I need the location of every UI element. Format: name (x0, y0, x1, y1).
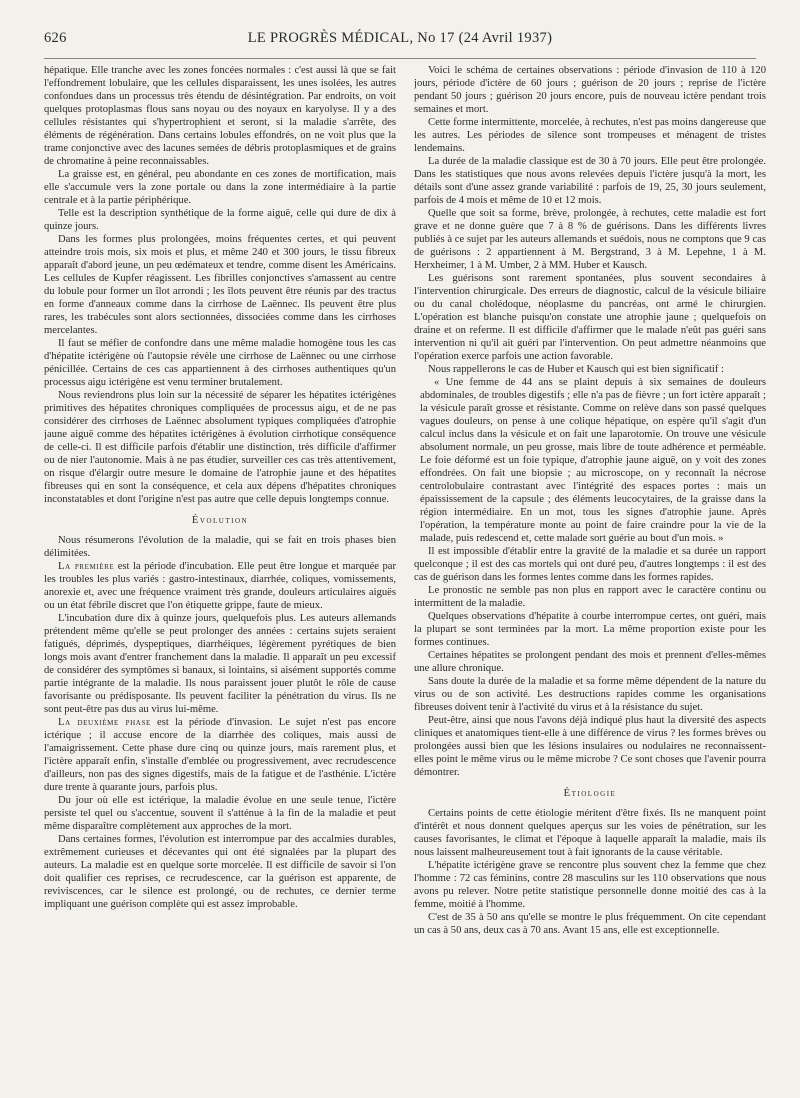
paragraph (44, 716, 396, 794)
paragraph: Il est impossible d'établir entre la gravité de la maladie et sa durée un rapport quelconque ; il est des cas mortels qui ont duré peu, d'autres longtemps : il est des cas de guérison dans les formes lentes comme dans les formes rapides. (414, 546, 766, 583)
paragraph (44, 560, 396, 612)
paragraph: Du jour où elle est ictérique, la maladie évolue en une seule tenue, l'ictère persiste tel quel ou s'accentue, souvent il s'atténue à la fin de la maladie et peut même disparaître complètement aux approches de la mort. (44, 795, 396, 832)
paragraph: Certains points de cette étiologie méritent d'être fixés. Ils ne manquent point d'intérêt et nous donnent quelques aperçus sur les voies de pénétration, sur les causes favorisantes, le climat et l'époque à laquelle apparaît la maladie, mais ils nous laissent malheureusement tout à fait ignorants de la cause véritable. (414, 808, 766, 858)
paragraph: Quelle que soit sa forme, brève, prolongée, à rechutes, cette maladie est fort grave et ne donne guère que 7 à 8 % de guérisons. Dans les différents livres publiés à ce sujet par les auteurs allemands et suédois, nous ne comptons que 9 cas de guérisons : 2 appartiennent à M. Bergstrand, 3 à M. Lepehne, 1 à M. Herxheimer, 1 à M. Umber, 2 à MM. Huber et Kausch. (414, 208, 766, 271)
paragraph: hépatique. Elle tranche avec les zones foncées normales : c'est aussi là que se fait l'effondrement lobulaire, que les cellules disparaissent, les unes isolées, les autres confondues dans un processus très étendu de désintégration. Par endroits, on voit quelques protoplasmas flous sans noyau ou des noyaux en karyolyse. Il y a des cellules résistantes qui s'hypertrophient et seront, si la maladie s'arrête, des éléments de régénération. Dans certains lobules effondrés, on ne voit plus que la trame conjonctive avec des lacunes semées de débris protoplasmiques et de grains de chromatine à peine reconnaissables. (44, 65, 396, 167)
right-column (414, 64, 766, 1084)
paragraph: C'est de 35 à 50 ans qu'elle se montre le plus fréquemment. On cite cependant un cas à 50 ans, deux cas à 70 ans. Avant 15 ans, elle est exceptionnelle. (414, 912, 766, 936)
phase-label: La première (58, 561, 115, 572)
paragraph-text: est la période d'incubation. Elle peut être longue et marquée par les troubles les plus variés : gastro-intestinaux, diarrhée, coliques, vomissements, anorexie et, avec une fréquence vraiment très grande, douleurs articulaires aiguës ou un état fébrile discret que l'on étiquette grippe, faute de mieux. (44, 561, 396, 611)
paragraph: Nous reviendrons plus loin sur la nécessité de séparer les hépatites ictérigènes primitives des hépatites chroniques compliquées de processus aigu, et de ne pas considérer des cirrhoses de Laënnec absolument typiques compliquées d'atrophie jaune aiguë comme des hépatites ictérigènes à évolution cirrhotique conséquence de celle-ci. Il est difficile parfois d'établir une distinction, très difficile d'affirmer ou de nier l'autonomie. Mais à ne pas étudier, surveiller ces cas très attentivement, on risque d'élargir outre mesure le domaine de l'atrophie jaune et des hépatites fibreuses qui en sont la conséquence, et cela aux dépens d'hépatites chroniques inconstatables et dont l'origine n'est pas autre que celle depuis longtemps connue. (44, 390, 396, 505)
paragraph: Nous résumerons l'évolution de la maladie, qui se fait en trois phases bien délimitées. (44, 535, 396, 559)
paragraph: Voici le schéma de certaines observations : période d'invasion de 110 à 120 jours, période d'ictère de 60 jours ; guérison de 20 jours ; reprise de l'ictère pendant 50 jours ; guérison 20 jours encore, puis de nouveau ictère pendant trois semaines et mort. (414, 65, 766, 115)
quoted-case: « Une femme de 44 ans se plaint depuis à six semaines de douleurs abdominales, de troubles digestifs ; elle n'a pas de fièvre ; un fort ictère apparaît ; la vésicule paraît grosse et résistante. Comme on relève dans son passé quelques vagues douleurs, on pense à une colique hépatique, on espère qu'il s'agit d'un calcul inclus dans la vésicule et on fait une laparotomie. On trouve une vésicule absolument normale, un peu grosse, mais libre de toute adhérence et perméable. Le foie déformé est un foie typique, d'atrophie jaune aiguë, on y voit des zones effondrées. On fait une biopsie ; au microscope, on y reconnaît la nécrose centrolobulaire contrastant avec l'intégrité des espaces portes : mais un épaississement de la capsule ; des éléments leucocytaires, de la graisse dans la région intermédiaire. En un mot, tous les signes d'atrophie jaune. Après l'opération, la température monte au point de faire craindre pour la vie de la malade, puis redescend et, cette malade sort guérie au bout d'un mois. » (420, 377, 766, 544)
header-rule (44, 58, 756, 59)
paragraph: Nous rappellerons le cas de Huber et Kausch qui est bien significatif : (428, 364, 724, 375)
running-title: LE PROGRÈS MÉDICAL, No 17 (24 Avril 1937) (247, 30, 553, 46)
paragraph: Il faut se méfier de confondre dans une même maladie homogène tous les cas d'hépatite ictérigène où l'autopsie révèle une cirrhose de Laënnec ou une cirrhose pénicillée. Certains de ces cas appartiennent à des cirrhoses authentiques qu'un processus aigu ictérigène est venu terminer brutalement. (44, 338, 396, 388)
phase-label: La deuxième phase (58, 717, 151, 728)
paragraph: La durée de la maladie classique est de 30 à 70 jours. Elle peut être prolongée. Dans les statistiques que nous avons relevées depuis l'ictère jusqu'à la mort, les détails sont d'une assez grande variabilité : parfois de 19, 25, 30 jours seulement, parfois de 4 mois et même de 10 et 12 mois. (414, 156, 766, 206)
paragraph-text: est la période d'invasion. Le sujet n'est pas encore ictérique ; il accuse encore de la diarrhée des coliques, mais aussi de l'amaigrissement. Cette phase dure cinq ou quinze jours, mais rarement plus, et l'ictère apparaît enfin, s'installe d'emblée ou progressivement, avec recrudescence d'ailleurs, non pas des signes digestifs, mais de la fatigue et de l'asthénie. L'ictère dure trente à quarante jours, parfois plus. (44, 717, 396, 793)
page-number: 626 (44, 30, 67, 46)
section-title-etiologie: Étiologie (563, 788, 617, 799)
paragraph: Les guérisons sont rarement spontanées, plus souvent secondaires à l'intervention chirurgicale. Des erreurs de diagnostic, calcul de la vésicule biliaire ou du canal cholédoque, néoplasme du pancréas, ont armé le chirurgien. L'opération est blanche puisqu'on constate une atrophie jaune ; quelquefois on draine et on referme. Il est difficile d'affirmer que le malade n'eût pas guéri sans intervention ni qu'il ait guéri par l'intervention. On peut admettre néanmoins que l'opération exerce parfois une action favorable. (414, 273, 766, 362)
left-column (44, 64, 396, 1084)
paragraph: Peut-être, ainsi que nous l'avons déjà indiqué plus haut la diversité des aspects cliniques et anatomiques tient-elle à une différence de virus ? les formes brèves ou prolongées aussi bien que les lésions insulaires ou nodulaires ne reconnaissent-elles point le même virus ou le même microbe ? Ce sont choses que l'avenir pourra démontrer. (414, 715, 766, 778)
section-title-evolution: Évolution (191, 515, 249, 526)
paragraph: Sans doute la durée de la maladie et sa forme même dépendent de la nature du virus ou de son activité. Les destructions rapides comme les organisations fibreuses doivent tenir à l'activité du virus et à la résistance du sujet. (414, 676, 766, 713)
paragraph: Le pronostic ne semble pas non plus en rapport avec le caractère continu ou intermittent de la maladie. (414, 585, 766, 609)
paragraph: L'incubation dure dix à quinze jours, quelquefois plus. Les auteurs allemands prétendent même qu'elle se peut prolonger des années : certains sujets seraient fatigués, déprimés, dyspeptiques, diarrhéiques, légèrement pyrétiques de bien longs mois avant d'entrer franchement dans la maladie. Il apparaît un peu excessif de considérer des symptômes si banaux, si lointains, si aisément supportés comme partie intégrante de la maladie. Ils nous paraissent jouer plutôt le rôle de cause favorisante ou prédisposante. Ils peuvent faciliter la pénétration du virus. Ils ne sont peut-être pas dus au virus lui-même. (44, 613, 396, 715)
paragraph: Cette forme intermittente, morcelée, à rechutes, n'est pas moins dangereuse que les autres. Les périodes de silence sont trompeuses et ménagent de tristes lendemains. (414, 117, 766, 154)
paragraph: Certaines hépatites se prolongent pendant des mois et prennent d'elles-mêmes une allure chronique. (414, 650, 766, 674)
paragraph: Telle est la description synthétique de la forme aiguë, celle qui dure de dix à quinze jours. (44, 208, 396, 232)
page-header (44, 30, 756, 54)
paragraph: La graisse est, en général, peu abondante en ces zones de mortification, mais elle s'accumule vers la zone portale ou dans la zone intermédiaire à la partie centrale et à la partie périphérique. (44, 169, 396, 206)
paragraph: Dans les formes plus prolongées, moins fréquentes certes, et qui peuvent atteindre trois mois, six mois et plus, et même 240 et 300 jours, le tissu fibreux apparaît d'abord jeune, un peu œdémateux et tendre, comme disent les Américains. Les cellules de Kupfer réagissent. Les fibrilles conjonctives s'amassent au centre du lobule pour former un îlot arrondi ; les îlots peuvent être réunis par des tractus en forme d'anneaux comme dans la cirrhose de Laënnec. Ils peuvent être plus rares, les trabécules sont alors sectionnées, dissociées comme dans les cirrhoses mercelantes. (44, 234, 396, 336)
paragraph: L'hépatite ictérigène grave se rencontre plus souvent chez la femme que chez l'homme : 72 cas féminins, contre 28 masculins sur les 110 observations que nous avons pu relever. Notre petite statistique personnelle donne moitié des cas à la femme, moitié à l'homme. (414, 860, 766, 910)
paragraph: Quelques observations d'hépatite à courbe interrompue certes, ont guéri, mais la plupart se sont terminées par la mort. La même proportion existe pour les formes continues. (414, 611, 766, 648)
paragraph: Dans certaines formes, l'évolution est interrompue par des accalmies durables, extrêmement curieuses et décevantes qui ont été signalées par la plupart des auteurs. La maladie est en quelque sorte morcelée. Il est difficile de savoir si l'on doit qualifier ces reprises, ce recrudescence, car la guérison est apparente, de reviviscences, car le silence est prolongé, ou de rechutes, ce dernier terme impliquant une guérison complète qui est assez improbable. (44, 834, 396, 910)
